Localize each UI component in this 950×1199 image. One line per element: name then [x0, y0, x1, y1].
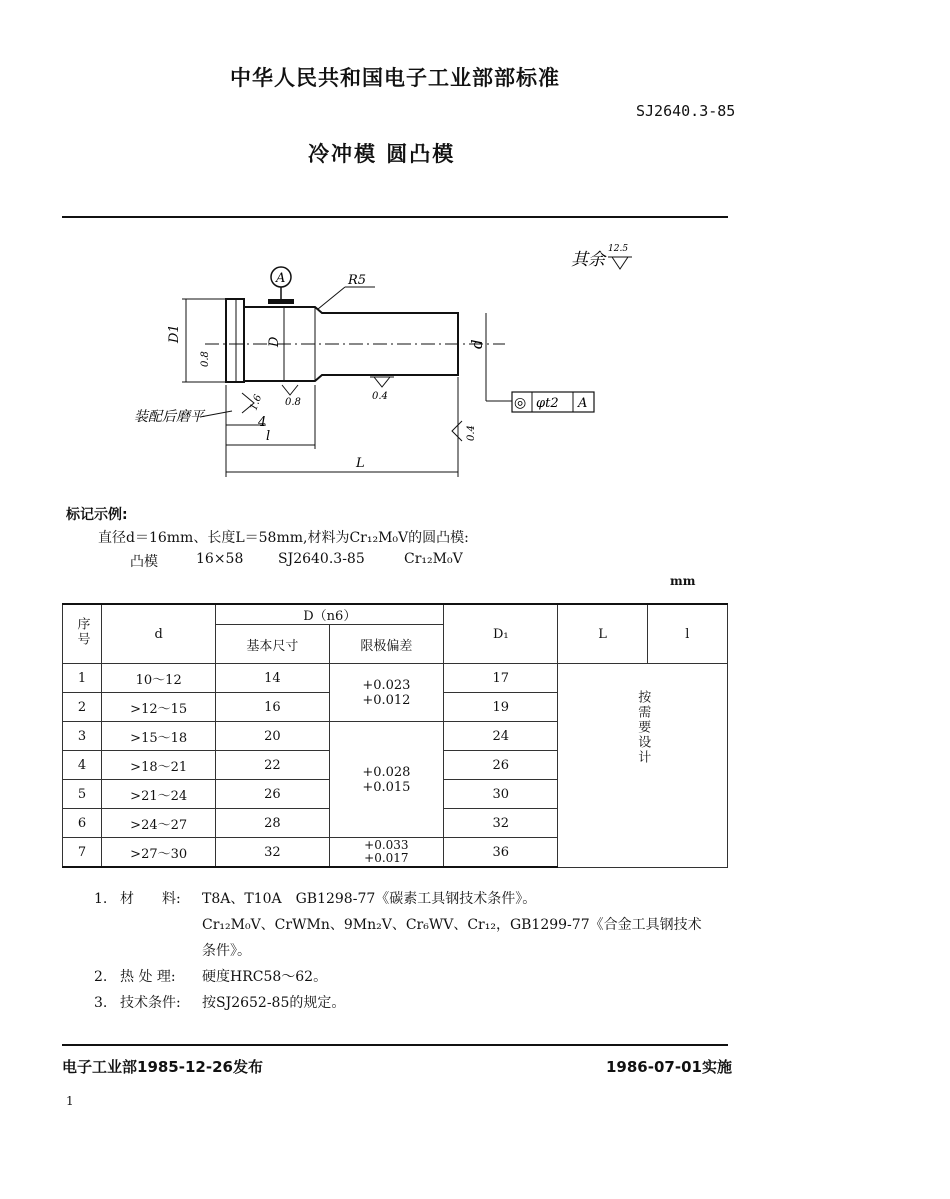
cell-seq: 4: [63, 751, 102, 780]
dim-L: L: [356, 456, 365, 471]
cell-D: 22: [216, 751, 329, 780]
cell-seq: 3: [63, 722, 102, 751]
example-heading: 标记示例:: [66, 507, 128, 523]
header-D-dev: 限极偏差: [329, 625, 444, 664]
dev-upper: +0.028: [362, 764, 411, 780]
note-1-text-cont: Cr₁₂M₀V、CrWMn、9Mn₂V、Cr₆WV、Cr₁₂，GB1299-77《合金工具钢技术: [202, 917, 702, 933]
cell-D: 26: [216, 780, 329, 809]
cell-D1: 26: [444, 751, 558, 780]
datum-label: A: [276, 271, 286, 286]
cell-d: >21～24: [102, 780, 216, 809]
rough-04b: 0.4: [466, 425, 477, 441]
cell-D1: 17: [444, 664, 558, 693]
dim-l: l: [266, 429, 271, 444]
tol-datum: A: [578, 396, 588, 411]
dev-lower: +0.017: [364, 851, 409, 865]
standard-number: SJ2640.3-85: [636, 102, 736, 120]
surface-rest-value: 12.5: [608, 244, 629, 254]
note-1-label: 材 料:: [120, 891, 181, 907]
footer-divider: [62, 1044, 728, 1046]
cell-D: 32: [216, 838, 329, 868]
example-material: Cr₁₂M₀V: [404, 551, 463, 567]
cell-D1: 32: [444, 809, 558, 838]
table-unit: mm: [670, 574, 696, 588]
header-seq: 序号: [63, 604, 102, 664]
header-D1: D₁: [444, 604, 558, 664]
header-d: d: [102, 604, 216, 664]
tol-symbol: ◎: [514, 395, 527, 411]
tol-value: φt2: [536, 396, 559, 411]
example-name: 凸模: [130, 554, 158, 570]
example-size: 16×58: [196, 551, 244, 567]
note-3-label: 技术条件:: [120, 995, 181, 1011]
cell-d: >15～18: [102, 722, 216, 751]
cell-D1: 19: [444, 693, 558, 722]
rough-08: 0.8: [285, 397, 301, 408]
rough-04a: 0.4: [372, 391, 388, 402]
table-row: [63, 664, 728, 693]
issuing-organization: 中华人民共和国电子工业部部标准: [230, 66, 560, 90]
cell-d: >18～21: [102, 751, 216, 780]
dev-upper: +0.033: [364, 838, 409, 852]
example-std: SJ2640.3-85: [278, 551, 365, 567]
cell-dev-group2: [329, 722, 444, 838]
dev-lower: +0.015: [362, 779, 411, 795]
surface-rest-label: 其余: [571, 250, 605, 270]
header-L: L: [558, 604, 647, 664]
dim-4: 4: [258, 415, 267, 430]
cell-D: 14: [216, 664, 329, 693]
cell-seq: 5: [63, 780, 102, 809]
dim-D1: D1: [167, 324, 182, 343]
cell-d: 10～12: [102, 664, 216, 693]
note-2-num: 2.: [94, 969, 108, 985]
cell-D: 16: [216, 693, 329, 722]
header-D-basic: 基本尺寸: [216, 625, 329, 664]
note-2-label: 热 处 理:: [120, 969, 176, 985]
example-line1: 直径d＝16mm、长度L＝58mm,材料为Cr₁₂M₀V的圆凸模:: [98, 530, 469, 546]
cell-seq: 6: [63, 809, 102, 838]
document-title: 冷冲模 圆凸模: [308, 142, 456, 166]
note-3-num: 3.: [94, 995, 108, 1011]
note-3-text: 按SJ2652-85的规定。: [202, 995, 346, 1011]
cell-D1: 24: [444, 722, 558, 751]
page-number: 1: [66, 1094, 74, 1108]
cell-d: >24～27: [102, 809, 216, 838]
cell-D: 20: [216, 722, 329, 751]
note-2-text: 硬度HRC58～62。: [202, 969, 328, 985]
effective-date: 1986-07-01实施: [606, 1058, 732, 1076]
cell-d: >27～30: [102, 838, 216, 868]
dimension-table: [62, 603, 728, 868]
dev-upper: +0.023: [362, 677, 411, 693]
issue-date: 电子工业部1985-12-26发布: [62, 1058, 263, 1076]
cell-design-note: 按需要设计: [558, 664, 728, 868]
cell-dev-group1: [329, 664, 444, 722]
cell-seq: 1: [63, 664, 102, 693]
cell-seq: 7: [63, 838, 102, 868]
cell-D: 28: [216, 809, 329, 838]
cell-seq: 2: [63, 693, 102, 722]
cell-D1: 30: [444, 780, 558, 809]
header-l: l: [647, 604, 727, 664]
note-1-text-end: 条件》。: [202, 943, 251, 959]
dim-chamfer: 0.8: [200, 351, 211, 367]
assembly-note: 装配后磨平: [134, 409, 204, 425]
note-1-num: 1.: [94, 891, 108, 907]
dim-fillet: R5: [348, 273, 367, 288]
cell-dev-group3: [329, 838, 444, 868]
dev-lower: +0.012: [362, 692, 411, 708]
punch-drawing: [0, 225, 950, 500]
rough-16: 1.6: [248, 393, 265, 413]
cell-D1: 36: [444, 838, 558, 868]
dim-d: d: [468, 339, 486, 349]
note-1-text: T8A、T10A GB1298-77《碳素工具钢技术条件》。: [202, 891, 537, 907]
dim-D: D: [267, 336, 282, 347]
header-D-group: D（n6）: [216, 604, 444, 625]
cell-d: >12～15: [102, 693, 216, 722]
header-divider: [62, 216, 728, 218]
head-flange: [226, 299, 244, 382]
